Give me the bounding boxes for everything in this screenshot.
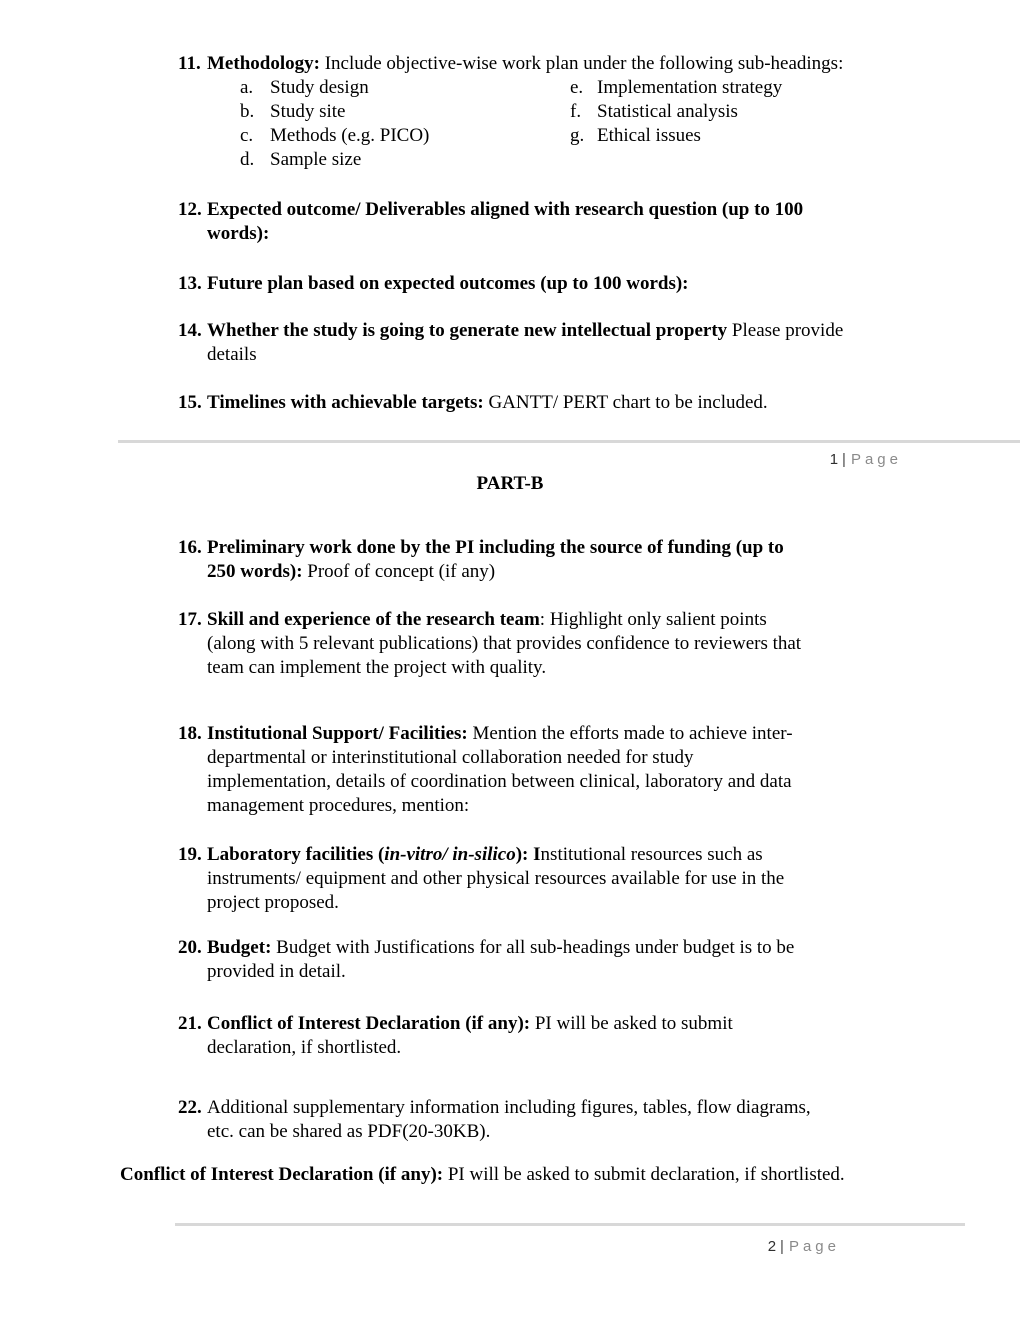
item-number: 13. <box>178 273 202 294</box>
text-run: Additional supplementary information including figures, tables, flow diagrams, <box>207 1097 811 1118</box>
list-item-21 <box>178 1012 733 1060</box>
item-number: 21. <box>178 1013 202 1034</box>
item-number: 22. <box>178 1097 202 1118</box>
text-run: implementation, details of coordination between clinical, laboratory and data <box>207 771 792 792</box>
text-run: details <box>207 344 257 365</box>
sublist-letter: g. <box>570 125 585 146</box>
text-run: provided in detail. <box>207 961 346 982</box>
text-run: Methodology: <box>207 53 320 74</box>
text-run: Whether the study is going to generate new intellectual property <box>207 320 728 341</box>
conflict-note <box>120 1163 845 1187</box>
list-item-19 <box>178 843 784 915</box>
text-line <box>207 722 793 746</box>
item-number: 11. <box>178 53 201 74</box>
text-line <box>207 891 784 915</box>
page-divider-2 <box>175 1223 965 1226</box>
list-item-20 <box>178 936 794 984</box>
text-run: Proof of concept (if any) <box>302 561 496 582</box>
sublist-text: Methods (e.g. PICO) <box>270 125 430 146</box>
text-run: PI will be asked to submit <box>530 1013 733 1034</box>
item-number: 14. <box>178 320 202 341</box>
sublist-letter: c. <box>240 125 254 146</box>
text-line <box>207 843 784 867</box>
text-run: management procedures, mention: <box>207 795 470 816</box>
text-run: 250 words): <box>207 561 303 582</box>
item-number: 12. <box>178 199 202 220</box>
text-run: team can implement the project with quality. <box>207 657 547 678</box>
text-line <box>207 536 784 560</box>
text-line <box>207 1096 811 1120</box>
text-line <box>207 319 843 343</box>
text-run: nstitutional resources such as <box>540 844 763 865</box>
sublist-letter: b. <box>240 101 255 122</box>
list-item-16 <box>178 536 784 584</box>
text-run: in-vitro/ in-silico <box>384 844 516 865</box>
text-run: Laboratory facilities ( <box>207 844 385 865</box>
text-run: instruments/ equipment and other physical resources available for use in the <box>207 868 785 889</box>
sublist-text: Sample size <box>270 149 362 170</box>
text-run: Timelines with achievable targets: <box>207 392 484 413</box>
item-number: 16. <box>178 537 202 558</box>
page-number-2: 2 <box>767 1238 777 1255</box>
sublist-text: Study design <box>270 77 369 98</box>
sublist-text: Ethical issues <box>597 125 701 146</box>
text-run: Mention the efforts made to achieve inter- <box>467 723 793 744</box>
page-footer-1 <box>830 450 902 470</box>
text-run: Budget: <box>207 937 272 958</box>
sublist-text: Implementation strategy <box>597 77 783 98</box>
sublist-text: Study site <box>270 101 346 122</box>
page-divider-1 <box>118 440 1020 443</box>
footer-page-label: Page <box>788 1238 840 1255</box>
list-item-12 <box>178 198 803 246</box>
text-run: PI will be asked to submit declaration, if shortlisted. <box>443 1164 845 1185</box>
text-run: (along with 5 relevant publications) that provides confidence to reviewers that <box>207 633 802 654</box>
text-line <box>207 770 793 794</box>
text-line <box>207 656 801 680</box>
text-line <box>207 1036 733 1060</box>
sublist-letter <box>570 148 597 172</box>
text-line <box>207 222 803 246</box>
page-number-1: 1 <box>829 451 839 468</box>
item-number: 19. <box>178 844 202 865</box>
page-footer-2 <box>768 1237 840 1257</box>
list-item-17 <box>178 608 801 680</box>
text-line <box>207 936 794 960</box>
text-line <box>207 343 843 367</box>
list-item-13 <box>178 272 689 296</box>
text-run: ): I <box>515 844 541 865</box>
text-line <box>207 1012 733 1036</box>
item-number: 20. <box>178 937 202 958</box>
text-line <box>207 391 768 415</box>
text-run: GANTT/ PERT chart to be included. <box>483 392 768 413</box>
text-line <box>207 746 793 770</box>
text-line <box>207 608 801 632</box>
text-line <box>207 632 801 656</box>
footer-separator: | <box>842 451 846 468</box>
text-run: etc. can be shared as PDF(20-30KB). <box>207 1121 491 1142</box>
text-run: Institutional Support/ Facilities: <box>207 723 468 744</box>
part-b-heading: PART-B <box>476 473 544 494</box>
text-run: Future plan based on expected outcomes (up to 100 words): <box>207 273 689 294</box>
text-run: Please provide <box>727 320 844 341</box>
list-item-11 <box>178 52 843 172</box>
item-number: 17. <box>178 609 202 630</box>
sublist-text: Statistical analysis <box>597 101 738 122</box>
sublist-letter: f. <box>570 101 582 122</box>
list-item-22 <box>178 1096 811 1144</box>
text-run: Expected outcome/ Deliverables aligned with research question (up to 100 <box>207 199 804 220</box>
text-run: Conflict of Interest Declaration (if any): <box>120 1164 444 1185</box>
text-run: : Highlight only salient points <box>539 609 767 630</box>
text-line <box>207 198 803 222</box>
list-item-18 <box>178 722 793 818</box>
sublist-letter: a. <box>240 77 254 98</box>
list-item-15 <box>178 391 768 415</box>
footer-page-label: Page <box>850 451 902 468</box>
item-number: 18. <box>178 723 202 744</box>
text-line <box>207 560 784 584</box>
text-run: Preliminary work done by the PI including the source of funding (up to <box>207 537 784 558</box>
text-run: declaration, if shortlisted. <box>207 1037 402 1058</box>
text-line <box>207 960 794 984</box>
footer-separator: | <box>780 1238 784 1255</box>
text-run: Budget with Justifications for all sub-headings under budget is to be <box>271 937 795 958</box>
text-run: Include objective-wise work plan under the following sub-headings: <box>319 53 844 74</box>
sublist-letter: e. <box>570 77 584 98</box>
sublist-letter: d. <box>240 149 255 170</box>
text-run: words): <box>207 223 270 244</box>
item-number: 15. <box>178 392 202 413</box>
text-line <box>207 52 843 76</box>
sublist-text <box>597 148 843 172</box>
text-run: Conflict of Interest Declaration (if any): <box>207 1013 531 1034</box>
text-run: Skill and experience of the research team <box>207 609 540 630</box>
text-run: project proposed. <box>207 892 339 913</box>
text-line <box>207 867 784 891</box>
sublist <box>240 76 843 172</box>
text-line <box>207 272 689 296</box>
text-line <box>207 794 793 818</box>
list-item-14 <box>178 319 843 367</box>
text-line <box>207 1120 811 1144</box>
text-run: departmental or interinstitutional collaboration needed for study <box>207 747 694 768</box>
